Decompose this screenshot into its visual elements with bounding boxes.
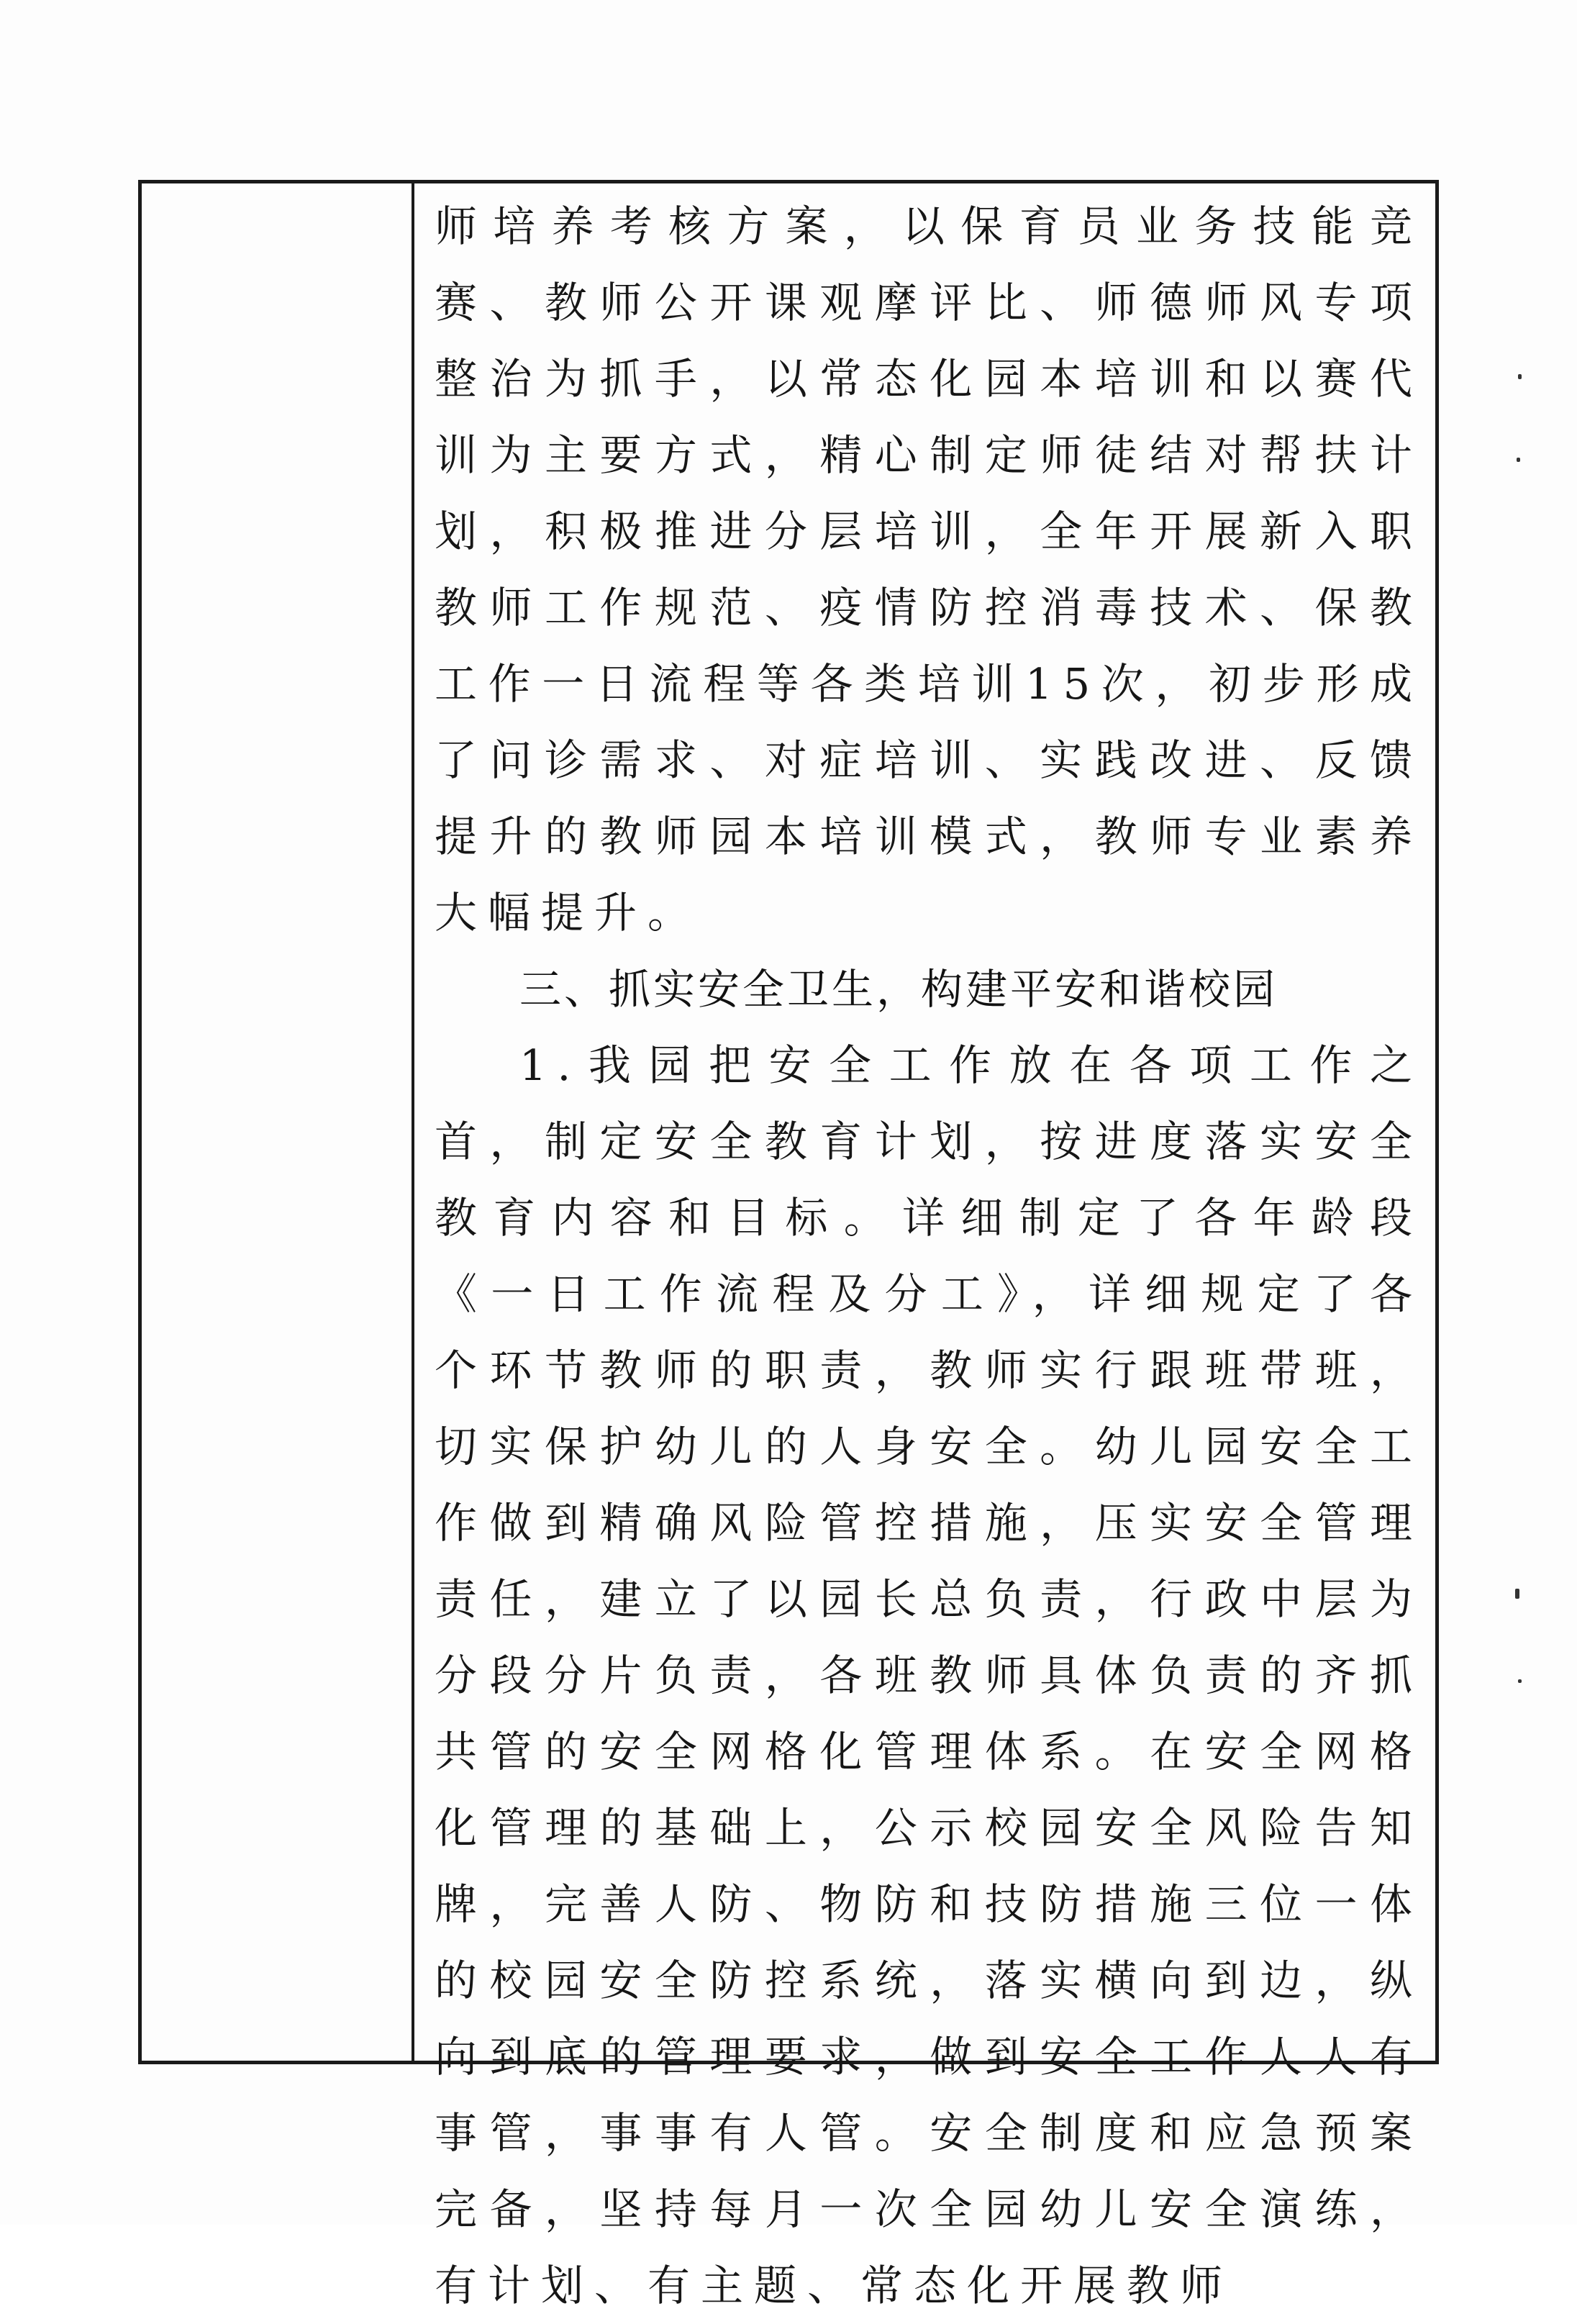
scan-speck	[1518, 374, 1522, 379]
table-right-cell	[435, 189, 1423, 2310]
table-column-divider	[412, 180, 414, 2064]
section-heading: 三、抓实安全卫生，构建平安和谐校园	[519, 965, 1278, 1014]
scan-speck	[1518, 1679, 1522, 1683]
scan-speck	[1515, 1589, 1519, 1599]
scan-speck	[1517, 458, 1520, 462]
section-paragraph: 1.我园把安全工作放在各项工作之首，制定安全教育计划，按进度落实安全教育内容和目标。详细制定了各年龄段《一日工作流程及分工》，详细规定了各个环节教师的职责，教师实行跟班带班，切实保护幼儿的人身安全。幼儿园安全工作做到精确风险管控措施，压实安全管理责任，建立了以园长总负责，行政中层为分段分片负责，各班教师具体负责的齐抓共管的安全网格化管理体系。在安全网格化管理的基础上，公示校园安全风险告知牌，完善人防、物防和技防措施三位一体的校园安全防控系统，落实横向到边，纵向到底的管理要求，做到安全工作人人有事管，事事有人管。安全制度和应急预案完备，坚持每月一次全园幼儿安全演练，有计划、有主题、常态化开展教师	[435, 1040, 1423, 2310]
continuation-paragraph: 师培养考核方案，以保育员业务技能竞赛、教师公开课观摩评比、师德师风专项整治为抓手，以常态化园本培训和以赛代训为主要方式，精心制定师徒结对帮扶计划，积极推进分层培训，全年开展新入职教师工作规范、疫情防控消毒技术、保教工作一日流程等各类培训15次，初步形成了问诊需求、对症培训、实践改进、反馈提升的教师园本培训模式，教师专业素养大幅提升。	[435, 201, 1423, 938]
